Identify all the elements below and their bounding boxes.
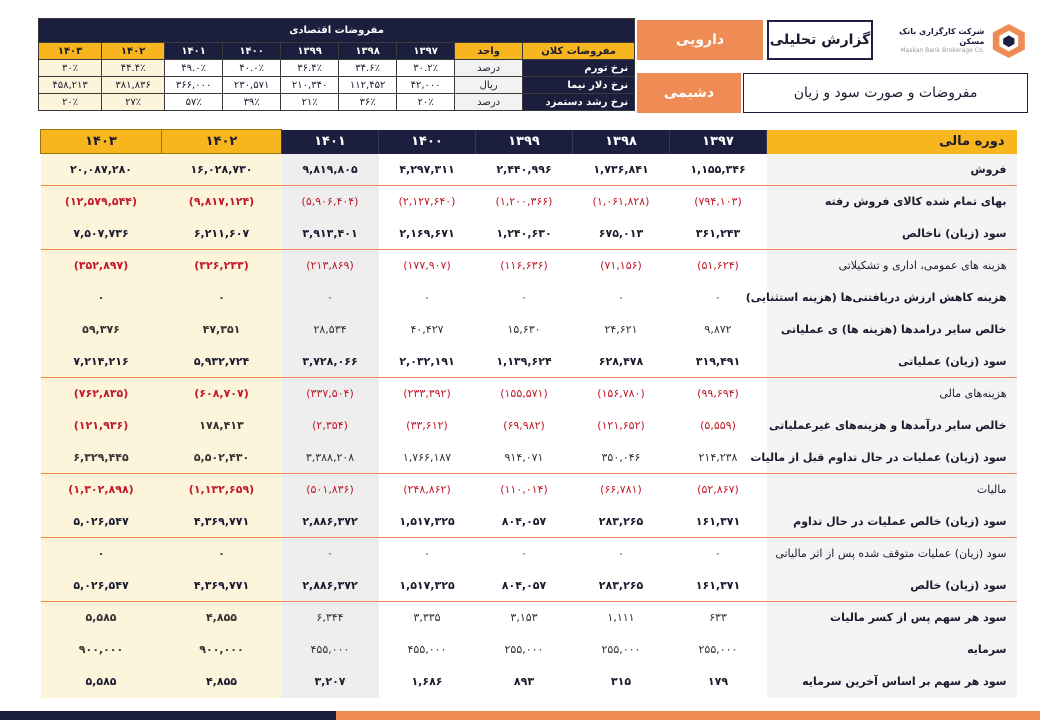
value-cell: ۰: [379, 538, 476, 570]
row-label: سود (زیان) عملیاتی: [767, 346, 1017, 378]
macro-row-unit: درصد: [455, 94, 523, 111]
value-cell: (۹۹,۶۹۴): [670, 378, 767, 410]
macro-row-label: نرخ دلار نیما: [523, 77, 635, 94]
macro-cell: ۳۰.۲٪: [397, 60, 455, 77]
value-cell: ۱,۵۱۷,۳۲۵: [399, 514, 455, 528]
statement-year-header: ۱۴۰۰: [379, 130, 476, 154]
value-cell: ۴,۳۶۹,۷۷۱: [162, 506, 282, 538]
macro-cell: ۳۶.۴٪: [281, 60, 339, 77]
macro-row: [39, 60, 635, 77]
macro-cell: ۱۱۲,۴۵۲: [339, 77, 397, 94]
value-cell: ۳۱۹,۴۹۱: [695, 354, 741, 368]
value-cell: ۸۹۳: [513, 675, 535, 688]
value-cell: (۷۹۴,۱۰۳): [670, 186, 767, 218]
row-label: سود هر سهم بر اساس آخرین سرمایه: [767, 666, 1017, 698]
value-cell: ۵,۵۸۵: [41, 666, 162, 698]
value-cell: ۱,۶۸۶: [411, 675, 443, 688]
logo-icon: [990, 21, 1028, 61]
value-cell: (۵۲,۸۶۷): [670, 474, 767, 506]
statement-year-header: ۱۳۹۹: [476, 130, 573, 154]
value-cell: ۶,۲۱۱,۶۰۷: [162, 218, 282, 250]
macro-cell: ۲۳۰,۵۷۱: [223, 77, 281, 94]
table-row: [41, 218, 1017, 250]
value-cell: (۹,۸۱۷,۱۲۴): [162, 186, 282, 218]
value-cell: ۶,۳۴۴: [282, 602, 379, 634]
macro-row-unit: درصد: [455, 60, 523, 77]
income-statement-table: [40, 129, 1017, 698]
table-row: [41, 154, 1017, 186]
value-cell: ۲۵۵,۰۰۰: [504, 643, 544, 656]
macro-year-header: ۱۳۹۷: [397, 43, 455, 60]
macro-row: [39, 94, 635, 111]
value-cell: ۰: [162, 538, 282, 570]
value-cell: ۱۷۹: [707, 675, 729, 688]
value-cell: ۱۵,۶۳۰: [507, 323, 541, 336]
macro-cell: ۲۱۰,۳۴۰: [281, 77, 339, 94]
macro-year-header: ۱۴۰۲: [102, 43, 165, 60]
value-cell: (۱,۳۰۲,۸۹۸): [41, 474, 162, 506]
table-row: [41, 474, 1017, 506]
value-cell: (۳۳۷,۵۰۴): [282, 378, 379, 410]
macro-cell: ۴۰.۰٪: [223, 60, 281, 77]
macro-row-label: نرخ رشد دستمزد: [523, 94, 635, 111]
macro-cell: ۳۹٪: [223, 94, 281, 111]
value-cell: (۵۱,۶۲۴): [670, 250, 767, 282]
table-row: [41, 346, 1017, 378]
value-cell: ۲۴,۶۲۱: [604, 323, 638, 336]
value-cell: (۶۰۸,۷۰۷): [162, 378, 282, 410]
row-label: سود هر سهم پس از کسر مالیات: [767, 602, 1017, 634]
value-cell: ۵,۹۳۲,۷۲۴: [162, 346, 282, 378]
value-cell: ۱,۷۳۶,۸۴۱: [593, 162, 649, 176]
value-cell: ۰: [424, 291, 430, 304]
value-cell: ۱۷۸,۴۱۳: [162, 410, 282, 442]
value-cell: ۲۵۵,۰۰۰: [698, 643, 738, 656]
value-cell: ۲۵۵,۰۰۰: [601, 643, 641, 656]
statement-year-header: ۱۴۰۳: [41, 130, 162, 154]
value-cell: ۱,۱۳۹,۶۲۴: [496, 354, 552, 368]
value-cell: ۲۱۴,۲۳۸: [698, 450, 738, 464]
value-cell: ۳,۷۲۸,۰۶۶: [282, 346, 379, 378]
value-cell: ۶۳۳: [670, 602, 767, 634]
macro-cell: ۲۰٪: [39, 94, 102, 111]
macro-year-header: ۱۴۰۱: [165, 43, 223, 60]
value-cell: ۴,۸۵۵: [162, 666, 282, 698]
row-label: خالص سایر درامدها (هزینه ها) ی عملیاتی: [767, 314, 1017, 346]
value-cell: ۱,۱۱۱: [573, 602, 670, 634]
value-cell: (۱,۲۰۰,۳۶۶): [476, 186, 573, 218]
value-cell: ۰: [573, 538, 670, 570]
value-cell: ۴۵۵,۰۰۰: [407, 643, 447, 656]
value-cell: ۰: [670, 538, 767, 570]
value-cell: (۳۳,۶۱۲): [406, 419, 448, 432]
macro-cell: ۵۷٪: [165, 94, 223, 111]
value-cell: (۶۶,۷۸۱): [573, 474, 670, 506]
macro-cell: ۳۶٪: [339, 94, 397, 111]
row-label: هزینه کاهش ارزش دریافتنی‌ها (هزینه استثنایی): [767, 282, 1017, 314]
value-cell: ۵,۰۲۶,۵۴۷: [41, 506, 162, 538]
statement-label-header: دوره مالی: [767, 130, 1017, 154]
value-cell: ۴۰,۴۲۷: [410, 323, 444, 336]
value-cell: (۱۷۷,۹۰۷): [379, 250, 476, 282]
table-row: [41, 634, 1017, 666]
table-row: [41, 570, 1017, 602]
table-row: [41, 538, 1017, 570]
statement-year-header: ۱۳۹۸: [573, 130, 670, 154]
macro-row-unit: ریال: [455, 77, 523, 94]
value-cell: ۲۸,۵۳۴: [282, 314, 379, 346]
company-ticker: دشیمی: [637, 73, 741, 113]
footer-accent-bar: [336, 711, 1040, 720]
row-label: هزینه های عمومی، اداری و تشکیلاتی: [767, 250, 1017, 282]
value-cell: ۹۰۰,۰۰۰: [162, 634, 282, 666]
value-cell: ۲۸۳,۲۶۵: [598, 578, 644, 592]
statement-year-header: ۱۴۰۲: [162, 130, 282, 154]
value-cell: ۱,۷۶۶,۱۸۷: [402, 450, 452, 464]
table-row: [41, 666, 1017, 698]
value-cell: ۱۶,۰۲۸,۷۳۰: [162, 154, 282, 186]
row-label: فروش: [767, 154, 1017, 186]
page-title: مفروضات و صورت سود و زیان: [743, 73, 1028, 113]
row-label: سود (زیان) خالص: [767, 570, 1017, 602]
value-cell: ۴,۲۹۷,۳۱۱: [399, 162, 455, 176]
value-cell: ۵۹,۳۷۶: [41, 314, 162, 346]
value-cell: ۲,۱۶۹,۶۷۱: [399, 226, 455, 240]
table-row: [41, 314, 1017, 346]
value-cell: (۵,۹۰۶,۴۰۴): [282, 186, 379, 218]
value-cell: ۷,۵۰۷,۷۳۶: [41, 218, 162, 250]
value-cell: ۹۰۰,۰۰۰: [41, 634, 162, 666]
value-cell: (۳۵۲,۸۹۷): [41, 250, 162, 282]
macro-cell: ۳۸۱,۸۳۶: [102, 77, 165, 94]
value-cell: ۰: [476, 538, 573, 570]
value-cell: (۱۲۱,۶۵۲): [597, 419, 645, 432]
macro-cell: ۲۷٪: [102, 94, 165, 111]
value-cell: (۲,۱۲۷,۶۴۰): [379, 186, 476, 218]
table-row: [41, 506, 1017, 538]
value-cell: (۲۱۳,۸۶۹): [282, 250, 379, 282]
value-cell: ۳۵۰,۰۴۶: [601, 450, 641, 464]
value-cell: (۲,۳۵۴): [282, 410, 379, 442]
macro-cell: ۴۹.۰٪: [165, 60, 223, 77]
table-row: [41, 378, 1017, 410]
value-cell: (۱۵۶,۷۸۰): [573, 378, 670, 410]
value-cell: (۲۳۳,۳۹۲): [379, 378, 476, 410]
company-name-en: Maskan Bank Brokerage Co.: [900, 47, 985, 55]
value-cell: (۳۲۶,۲۳۳): [162, 250, 282, 282]
value-cell: (۱۱۰,۰۱۴): [476, 474, 573, 506]
value-cell: (۱۲۱,۹۳۶): [41, 410, 162, 442]
table-row: [41, 186, 1017, 218]
value-cell: ۳,۳۸۸,۲۰۸: [282, 442, 379, 474]
value-cell: ۲۸۳,۲۶۵: [598, 514, 644, 528]
value-cell: ۰: [41, 282, 162, 314]
value-cell: ۳,۱۵۳: [476, 602, 573, 634]
value-cell: ۷,۲۱۴,۲۱۶: [41, 346, 162, 378]
value-cell: ۶,۳۲۹,۴۴۵: [41, 442, 162, 474]
value-cell: ۲,۸۸۶,۳۷۲: [282, 570, 379, 602]
value-cell: ۵,۰۲۶,۵۴۷: [41, 570, 162, 602]
table-row: [41, 442, 1017, 474]
value-cell: ۳۱۵: [610, 675, 632, 688]
value-cell: ۱,۱۵۵,۳۴۶: [690, 162, 746, 176]
macro-year-header: ۱۴۰۰: [223, 43, 281, 60]
value-cell: (۱۵۵,۵۷۱): [476, 378, 573, 410]
macro-year-header: ۱۳۹۹: [281, 43, 339, 60]
macro-cell: ۳۶۶,۰۰۰: [165, 77, 223, 94]
macro-cell: ۲۱٪: [281, 94, 339, 111]
row-label: سود (زیان) ناخالص: [767, 218, 1017, 250]
value-cell: ۰: [521, 291, 527, 304]
value-cell: (۱,۱۳۲,۶۵۹): [162, 474, 282, 506]
value-cell: ۴۵۵,۰۰۰: [282, 634, 379, 666]
value-cell: ۲,۴۴۰,۹۹۶: [496, 162, 552, 176]
statement-year-header: ۱۳۹۷: [670, 130, 767, 154]
table-row: [41, 282, 1017, 314]
value-cell: ۵,۵۸۵: [41, 602, 162, 634]
value-cell: ۱۶۱,۳۷۱: [695, 514, 741, 528]
value-cell: ۸۰۴,۰۵۷: [501, 514, 547, 528]
row-label: هزینه‌های مالی: [767, 378, 1017, 410]
value-cell: ۲۰,۰۸۷,۲۸۰: [41, 154, 162, 186]
value-cell: ۱,۵۱۷,۳۲۵: [399, 578, 455, 592]
value-cell: (۱۱۶,۶۳۶): [476, 250, 573, 282]
value-cell: ۴,۳۶۹,۷۷۱: [162, 570, 282, 602]
value-cell: ۴,۸۵۵: [162, 602, 282, 634]
value-cell: (۱۲,۵۷۹,۵۴۴): [41, 186, 162, 218]
macro-title: مفروضات اقتصادی: [39, 19, 635, 43]
value-cell: ۶۲۸,۴۷۸: [598, 354, 644, 368]
macro-cell: ۴۴.۴٪: [102, 60, 165, 77]
value-cell: ۰: [162, 282, 282, 314]
value-cell: ۰: [618, 291, 624, 304]
value-cell: ۱۶۱,۳۷۱: [695, 578, 741, 592]
row-label: سرمایه: [767, 634, 1017, 666]
macro-cell: ۳۰٪: [39, 60, 102, 77]
statement-year-header: ۱۴۰۱: [282, 130, 379, 154]
value-cell: ۳,۲۰۷: [282, 666, 379, 698]
value-cell: ۶۷۵,۰۱۳: [598, 226, 644, 240]
row-label: مالیات: [767, 474, 1017, 506]
row-label: سود (زیان) عملیات متوقف شده پس از اثر مالیاتی: [767, 538, 1017, 570]
macro-row: [39, 77, 635, 94]
value-cell: (۷۶۲,۸۳۵): [41, 378, 162, 410]
macro-row-label: نرخ تورم: [523, 60, 635, 77]
value-cell: ۴۷,۳۵۱: [162, 314, 282, 346]
row-label: سود (زیان) خالص عملیات در حال تداوم: [767, 506, 1017, 538]
value-cell: ۹,۸۱۹,۸۰۵: [282, 154, 379, 186]
macro-assumptions-table: [38, 18, 635, 111]
company-logo: [878, 20, 1028, 62]
table-row: [41, 602, 1017, 634]
value-cell: (۷۱,۱۵۶): [573, 250, 670, 282]
row-label: بهای تمام شده کالای فروش رفته: [767, 186, 1017, 218]
value-cell: (۵۰۱,۸۳۶): [282, 474, 379, 506]
value-cell: ۱,۲۴۰,۶۳۰: [496, 226, 552, 240]
value-cell: ۵,۵۰۲,۴۳۰: [162, 442, 282, 474]
table-row: [41, 410, 1017, 442]
value-cell: ۰: [41, 538, 162, 570]
value-cell: ۰: [715, 291, 721, 304]
value-cell: ۳,۹۱۳,۴۰۱: [282, 218, 379, 250]
table-row: [41, 250, 1017, 282]
value-cell: (۵,۵۵۹): [700, 419, 736, 432]
macro-cell: ۲۰٪: [397, 94, 455, 111]
report-type-label: گزارش تحلیلی: [767, 20, 873, 60]
value-cell: ۲,۰۳۲,۱۹۱: [399, 354, 455, 368]
macro-cell: ۴۵۸,۲۱۳: [39, 77, 102, 94]
macro-unit-header: واحد: [455, 43, 523, 60]
value-cell: (۶۹,۹۸۲): [503, 419, 545, 432]
value-cell: ۸۰۴,۰۵۷: [501, 578, 547, 592]
value-cell: ۳۶۱,۲۴۳: [695, 226, 741, 240]
macro-label-header: مفروضات کلان: [523, 43, 635, 60]
value-cell: ۲,۸۸۶,۳۷۲: [282, 506, 379, 538]
value-cell: (۲۴۸,۸۶۲): [379, 474, 476, 506]
row-label: سود (زیان) عملیات در حال تداوم قبل از مالیات: [767, 442, 1017, 474]
value-cell: ۹,۸۷۲: [704, 323, 732, 336]
row-label: خالص سایر درآمدها و هزینه‌های غیرعملیاتی: [767, 410, 1017, 442]
macro-cell: ۴۲,۰۰۰: [397, 77, 455, 94]
value-cell: ۰: [282, 282, 379, 314]
macro-year-header: ۱۴۰۳: [39, 43, 102, 60]
value-cell: (۱,۰۶۱,۸۲۸): [573, 186, 670, 218]
macro-year-header: ۱۳۹۸: [339, 43, 397, 60]
sector-label: دارویی: [637, 20, 763, 60]
value-cell: ۳,۳۳۵: [379, 602, 476, 634]
macro-cell: ۳۴.۶٪: [339, 60, 397, 77]
company-name: شرکت کارگزاری بانک مسکن: [899, 27, 985, 47]
value-cell: ۰: [282, 538, 379, 570]
value-cell: ۹۱۴,۰۷۱: [504, 450, 544, 464]
